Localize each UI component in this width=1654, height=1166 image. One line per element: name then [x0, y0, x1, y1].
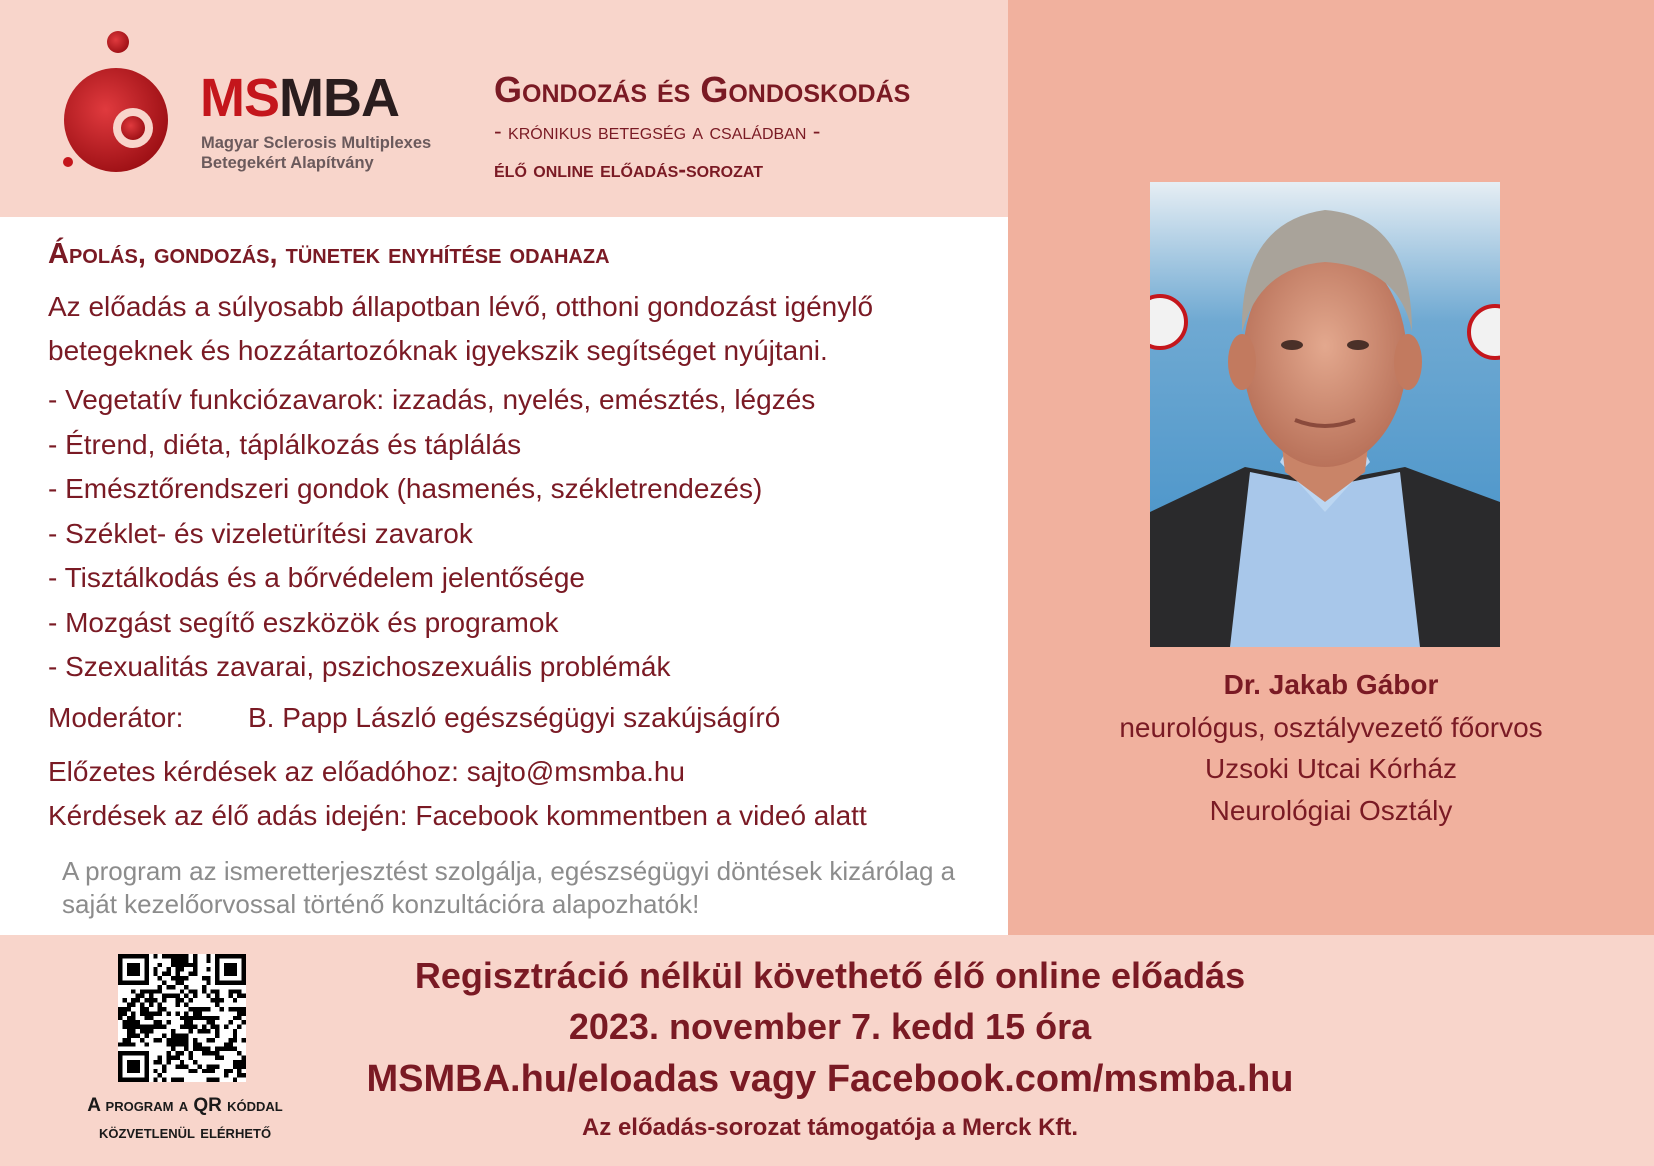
qr-caption-line-1: A program a QR kóddal [87, 1095, 283, 1116]
qr-code-icon[interactable] [118, 954, 246, 1082]
speaker-photo [1150, 182, 1500, 647]
moderator-value: B. Papp László egészségügyi szakújságíró [248, 702, 781, 733]
logo-wordmark [200, 68, 399, 128]
qr-caption-line-2: közvetlenül elérhető [98, 1122, 272, 1143]
logo-subtitle [201, 133, 431, 173]
speaker-name: Dr. Jakab Gábor [1223, 669, 1439, 700]
speaker-department: Neurológiai Osztály [1209, 795, 1453, 826]
topic-item: - Emésztőrendszeri gondok (hasmenés, székletrendezés) [48, 473, 763, 504]
logo-mba: MBA [279, 68, 399, 128]
series-kind: élő online előadás-sorozat [494, 156, 764, 182]
qr-caption [40, 1092, 330, 1146]
msmba-logo-icon [58, 30, 188, 180]
moderator-label: Moderátor: [48, 702, 184, 733]
logo-ms: MS [200, 68, 279, 128]
speaker-title: neurológus, osztályvezető főorvos [1119, 712, 1543, 743]
series-subtitle: - krónikus betegség a családban - [494, 118, 821, 144]
questions-before: Előzetes kérdések az előadóhoz: sajto@msmba.hu [48, 756, 685, 787]
topic-list [48, 378, 815, 690]
topic-item: - Tisztálkodás és a bőrvédelem jelentősége [48, 562, 585, 593]
topic-item: - Széklet- és vizeletürítési zavarok [48, 517, 473, 549]
event-urls[interactable]: MSMBA.hu/eloadas vagy Facebook.com/msmba.hu [366, 1058, 1294, 1100]
moderator-row [48, 698, 780, 738]
lecture-intro: Az előadás a súlyosabb állapotban lévő, otthoni gondozást igénylő betegeknek és hozzátartozóknak igyekszik segítséget nyújtani. [48, 291, 874, 366]
series-title: Gondozás és Gondoskodás [494, 69, 911, 110]
topic-item: - Vegetatív funkciózavarok: izzadás, nyelés, emésztés, légzés [48, 384, 816, 415]
disclaimer: A program az ismeretterjesztést szolgálja, egészségügyi döntések kizárólag a saját kezelőorvossal történő konzultációra alapozhatók! [62, 856, 956, 919]
event-datetime: 2023. november 7. kedd 15 óra [568, 1006, 1092, 1047]
questions-live: Kérdések az élő adás idején: Facebook kommentben a videó alatt [48, 800, 867, 831]
logo-sub-line-1: Magyar Sclerosis Multiplexes [201, 134, 432, 152]
topic-item: - Étrend, diéta, táplálkozás és táplálás [48, 428, 522, 460]
logo-sub-line-2: Betegekért Alapítvány [201, 154, 374, 172]
topic-item: - Szexualitás zavarai, pszichoszexuális problémák [48, 651, 671, 682]
lecture-title: Ápolás, gondozás, tünetek enyhítése odahaza [48, 238, 610, 270]
registration-line: Regisztráció nélkül követhető élő online előadás [414, 955, 1246, 996]
topic-item: - Mozgást segítő eszközök és programok [48, 606, 559, 638]
sponsor-line: Az előadás-sorozat támogatója a Merck Kft. [581, 1114, 1079, 1141]
speaker-hospital: Uzsoki Utcai Kórház [1204, 753, 1458, 784]
